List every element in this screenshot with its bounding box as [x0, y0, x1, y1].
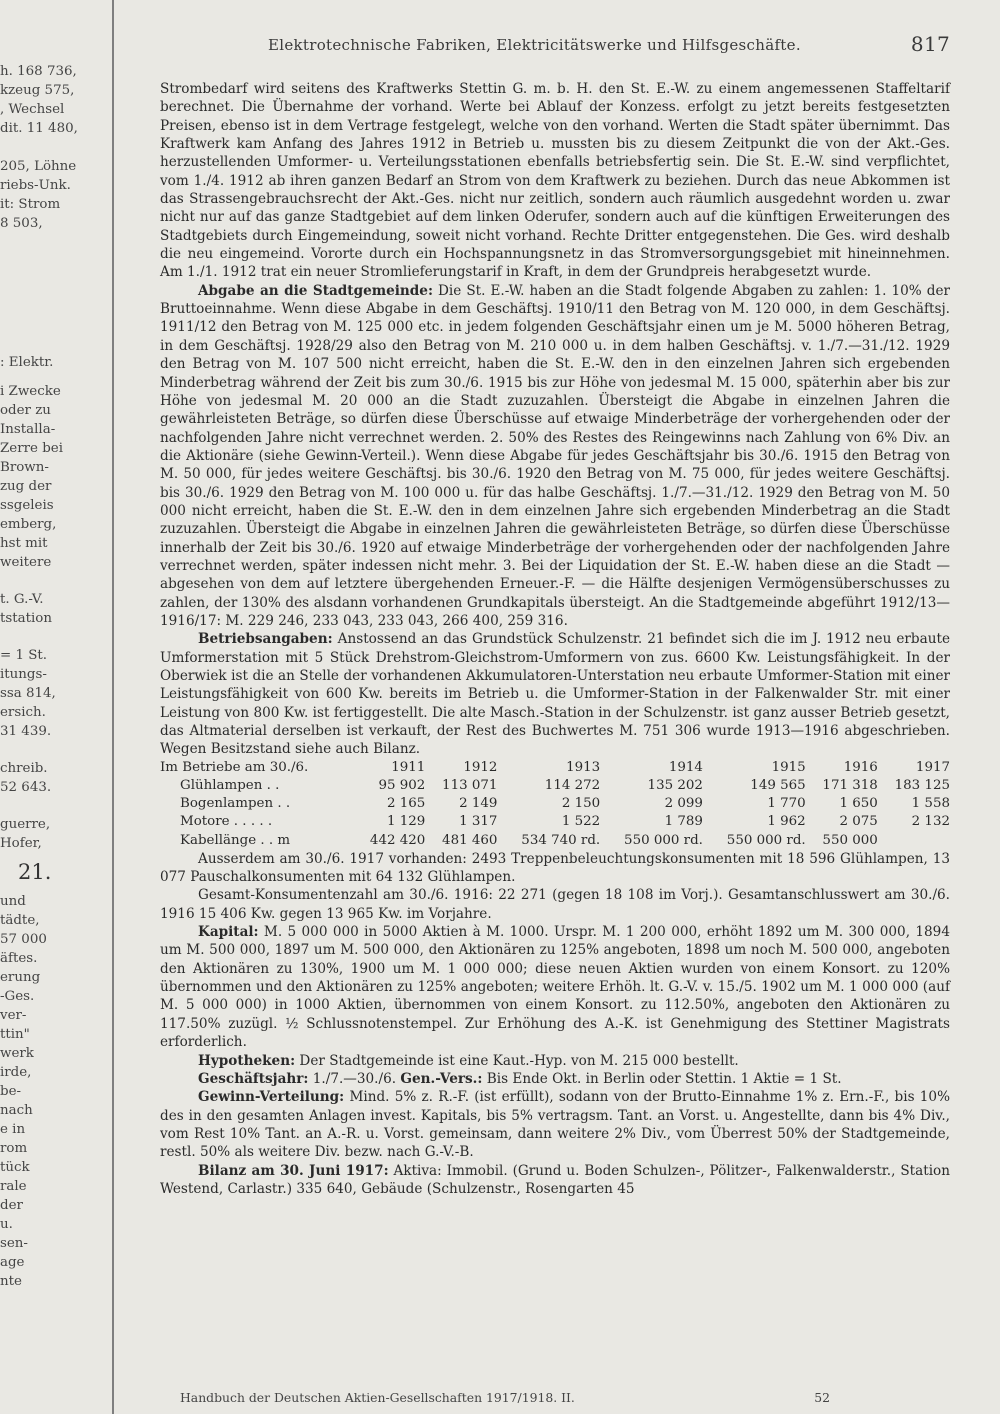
- subheading-geschaeftsjahr: Geschäftsjahr:: [198, 1070, 309, 1087]
- row-label-cell: Glühlampen . .: [180, 777, 280, 793]
- table-row: [160, 832, 950, 850]
- value-cell: 1 317: [459, 814, 498, 830]
- fragment-line: tädte,: [0, 913, 40, 928]
- value-cell: 1916: [843, 759, 878, 775]
- fragment-line: und: [0, 894, 26, 909]
- fragment-line: ssgeleis: [0, 498, 54, 513]
- page-number: 817: [910, 32, 950, 56]
- paragraph-gewinn-verteilung: [160, 1088, 950, 1161]
- text-abgabe: Die St. E.-W. haben an die Stadt folgende Abgaben zu zahlen: 1. 10% der Bruttoeinnahme. Wenn diese Abgabe in dem Geschäftsj. 1910/11 den Betrag von M. 120 000, in dem Geschäftsj. 1911/12 den Betrag von M. 125 000 etc. in jedem folgenden Geschäftsjahr einen um je M. 5000 höheren Betrag, in dem Geschäftsj. 1928/29 also den Betrag von M. 210 000 u. in dem halben Geschäftsj. v. 1./7.—31./12. 1929 den Betrag von M. 107 500 nicht erreicht, haben die St. E.-W. den in den einzelnen Jahren sich ergebenden Minderbetrag während der Zeit bis zum 30./6. 1915 bis zur Höhe von jedesmal M. 15 000, späterhin aber bis zur Höhe von jedesmal M. 20 000 an die Stadt zuzuzahlen. Übersteigt die Abgabe in einzelnen Jahren die gewährleisteten Beträge, so dürfen diese Überschüsse auf etwaige Minderbeträge der vorhergehenden oder der nachfolgenden Jahre nicht verrechnet werden. 2. 50% des Restes des Reingewinns nach Zahlung von 6% Div. an die Aktionäre (siehe Gewinn-Verteil.). Wenn diese Abgabe für jedes Geschäftsjahr bis 30./6. 1915 den Betrag von M. 50 000, für jedes weitere Geschäftsj. bis 30./6. 1920 den Betrag von M. 75 000, für jedes weitere Geschäftsj. bis 30./6. 1929 den Betrag von M. 100 000 u. für das halbe Geschäftsj. 1./7.—31./12. 1929 den Betrag von M. 50 000 nicht erreicht, haben die St. E.-W. den in dem einzelnen Jahre sich ergebenden Minderbetrag an die Stadt zuzuzahlen. Übersteigt die Abgabe in einzelnen Jahren die gewährleisteten Beträge, so dürfen diese Überschüsse innerhalb der Zeit bis 30./6. 1920 auf etwaige Minderbeträge der vorhergehenden oder der nachfolgenden Jahre verrechnet werden, später indessen nicht mehr. 3. Bei der Liquidation der St. E.-W. haben diese an die Stadt — abgesehen von dem auf letztere übergehenden Erneuer.-F. — die Hälfte desjenigen Vermögensüberschusses zu zahlen, der 130% des alsdann vorhandenen Grundkapitals übersteigt. An die Stadtgemeinde abgeführt 1912/13—1916/17: M. 229 246, 233 043, 233 043, 266 400, 259 316.: [160, 282, 951, 629]
- left-fragment-bottom: [0, 892, 108, 1291]
- value-cell: 550 000: [822, 832, 878, 848]
- operations-table: [160, 759, 950, 850]
- subheading-kapital: Kapital:: [198, 924, 259, 941]
- value-cell: 171 318: [822, 777, 878, 793]
- paragraph-ausserdem: Ausserdem am 30./6. 1917 vorhanden: 2493 Treppenbeleuchtungskonsumenten mit 18 596 Glühlampen, 13 077 Pauschalkonsumenten mit 64 132 Glühlampen.: [160, 850, 950, 886]
- text-gewinn-verteilung: Mind. 5% z. R.-F. (ist erfüllt), sodann von der Brutto-Einnahme 1% z. Ern.-F., bis 10% des in den gesamten Anlagen invest. Kapitals, bis 5% vertragsm. Tant. an Vorst. u. Angestellte, dann bis 4% Div., vom Rest 10% Tant. an A.-R. u. Vorst. gemeinsam, dann weitere 2% Div., vom Überrest 50% der Stadtgemeinde, restl. 50% als weitere Div. bezw. nach G.-V.-B.: [160, 1089, 950, 1161]
- paragraph-hypotheken: [160, 1052, 950, 1070]
- value-cell: 95 902: [378, 777, 426, 793]
- value-cell: 1911: [391, 759, 426, 775]
- left-page-fragment: [0, 62, 108, 1291]
- row-label-cell: Bogenlampen . .: [180, 796, 291, 812]
- value-cell: 550 000 rd.: [726, 832, 806, 848]
- value-cell: 114 272: [544, 777, 601, 793]
- text-kapital: M. 5 000 000 in 5000 Aktien à M. 1000. Urspr. M. 1 200 000, erhöht 1892 um M. 300 000, 1894 um M. 500 000, 1897 um M. 500 000, den Aktionären zu 125% angeboten, 1898 um noch M. 500 000, angeboten den Aktionären zu 130%, 1900 um M. 1 000 000; diese neuen Aktien wurden von einem Konsort. zu 120% übernommen und den Aktionären zu 125% angeboten; weitere Erhöh. lt. G.-V. v. 15./5. 1902 um M. 1 000 000 (auf M. 5 000 000) in 1000 Aktien, übernommen von einem Konsort. zu 112.50%, angeboten den Aktionären zu 117.50% zuzügl. ½ Schlussnotenstempel. Zur Erhöhung des A.-K. ist Genehmigung des Stettiner Magistrats erforderlich.: [160, 924, 950, 1051]
- fragment-line: rale: [0, 1179, 27, 1194]
- subheading-hypotheken: Hypotheken:: [198, 1052, 296, 1069]
- paragraph-kapital: [160, 923, 950, 1051]
- fragment-line: oder zu: [0, 403, 51, 418]
- text-geschaeftsjahr: 1./7.—30./6.: [308, 1070, 401, 1087]
- value-cell: 1917: [915, 759, 950, 775]
- fragment-line: sen-: [0, 1236, 28, 1251]
- value-cell: 1 558: [911, 796, 950, 812]
- header-title: Elektrotechnische Fabriken, Elektricitätswerke und Hilfsgeschäfte.: [268, 36, 801, 54]
- left-fragment-mid4: [0, 646, 108, 741]
- subheading-bilanz: Bilanz am 30. Juni 1917:: [198, 1162, 389, 1179]
- fragment-line: itungs-: [0, 667, 47, 682]
- value-cell: 149 565: [750, 777, 806, 793]
- fragment-line: Installa-: [0, 422, 56, 437]
- fragment-line: ttin": [0, 1027, 30, 1042]
- fragment-line: riebs-Unk.: [0, 178, 71, 193]
- subheading-betriebsangaben: Betriebsangaben:: [198, 631, 333, 648]
- value-cell: 183 125: [894, 777, 950, 793]
- fragment-line: Zerre bei: [0, 441, 63, 456]
- left-fragment-top: [0, 62, 108, 233]
- fragment-line: erung: [0, 970, 41, 985]
- subheading-gewinn-verteilung: Gewinn-Verteilung:: [198, 1089, 345, 1106]
- value-cell: 1 522: [561, 814, 601, 830]
- paragraph-bilanz: [160, 1162, 950, 1199]
- paragraph-konsumenten: Gesamt-Konsumentenzahl am 30./6. 1916: 22 271 (gegen 18 108 im Vorj.). Gesamtanschlusswert am 30./6. 1916 15 406 Kw. gegen 13 965 Kw. im Vorjahre.: [160, 887, 950, 922]
- text-gen-vers: Bis Ende Okt. in Berlin oder Stettin. 1 Aktie = 1 St.: [482, 1070, 842, 1087]
- value-cell: 1912: [463, 759, 498, 775]
- footer-book-title: Handbuch der Deutschen Aktien-Gesellschaften 1917/1918. II.: [180, 1390, 575, 1405]
- row-label-cell: Kabellänge . . m: [180, 832, 291, 848]
- subheading-abgabe: Abgabe an die Stadtgemeinde:: [198, 282, 433, 299]
- running-header: [160, 32, 950, 58]
- fragment-line: Brown-: [0, 460, 49, 475]
- left-fragment-mid2: [0, 382, 108, 572]
- value-cell: 550 000 rd.: [624, 832, 703, 848]
- footer-signature: 52: [814, 1390, 830, 1405]
- fragment-line: , Wechsel: [0, 102, 65, 117]
- value-cell: 1 962: [767, 814, 806, 830]
- fragment-line: h. 168 736,: [0, 64, 77, 79]
- fragment-line: Hofer,: [0, 836, 42, 851]
- fragment-line: chreib.: [0, 761, 48, 776]
- fragment-line: [0, 138, 108, 157]
- fragment-line: dit. 11 480,: [0, 121, 78, 136]
- row-label-cell: Im Betriebe am 30./6.: [160, 759, 309, 775]
- fragment-line: irde,: [0, 1065, 32, 1080]
- fragment-line: weitere: [0, 555, 52, 570]
- row-label-cell: Motore . . . . .: [180, 814, 273, 830]
- fragment-line: kzeug 575,: [0, 83, 75, 98]
- fragment-line: = 1 St.: [0, 648, 48, 663]
- fragment-line: 205, Löhne: [0, 159, 77, 174]
- fragment-line: ersich.: [0, 705, 46, 720]
- value-cell: 1 129: [386, 814, 426, 830]
- fragment-line: t. G.-V.: [0, 592, 44, 607]
- text-bilanz: Aktiva: Immobil. (Grund u. Boden Schulzen-, Pölitzer-, Falkenwalderstr., Station Westend, Carlastr.) 335 640, Gebäude (Schulzenstr., Rosengarten 45: [160, 1162, 950, 1197]
- value-cell: 135 202: [647, 777, 703, 793]
- value-cell: 1913: [566, 759, 601, 775]
- fragment-line: 52 643.: [0, 780, 52, 795]
- table-header-row: [160, 759, 950, 777]
- fragment-line: nte: [0, 1274, 22, 1289]
- text-hypotheken: Der Stadtgemeinde ist eine Kaut.-Hyp. von M. 215 000 bestellt.: [295, 1052, 739, 1069]
- value-cell: 481 460: [442, 832, 498, 848]
- subheading-gen-vers: Gen.-Vers.:: [400, 1070, 483, 1087]
- value-cell: 2 149: [459, 796, 498, 812]
- value-cell: 2 165: [386, 796, 426, 812]
- fragment-line: 31 439.: [0, 724, 52, 739]
- fragment-line: ssa 814,: [0, 686, 56, 701]
- fragment-line: der: [0, 1198, 23, 1213]
- table-row: [160, 813, 950, 831]
- value-cell: 1 789: [664, 814, 703, 830]
- value-cell: 1914: [668, 759, 703, 775]
- paragraph-strombedarf: Strombedarf wird seitens des Kraftwerks Stettin G. m. b. H. den St. E.-W. zu einem angemessenen Staffeltarif berechnet. Die Übernahme der vorhand. Werte bei Ablauf der Konzess. erfolgt zu jetzt bereits festgesetzten Preisen, ebenso ist in dem Vertrage festgelegt, welche von den vorhand. Werten die Stadt später übernimmt. Das Kraftwerk kam Anfang des Jahres 1912 in Betrieb u. mussten bis zu diesem Zeitpunkt die von der Akt.-Ges. herzustellenden Umformer- u. Verteilungsstationen ebenfalls betriebsfertig sein. Die St. E.-W. sind verpflichtet, vom 1./4. 1912 ab ihren ganzen Bedarf an Strom von dem Kraftwerk zu beziehen. Durch das neue Abkommen ist das Strassengebrauchsrecht der Akt.-Ges. nicht nur zeitlich, sondern auch räumlich ausgedehnt worden u. zwar nicht nur auf das ganze Stadtgebiet auf dem linken Oderufer, sondern auch auf die künftigen Erweiterungen des Stadtgebiets durch Eingemeindung, soweit nicht vorhand. Rechte Dritter entgegenstehen. Die Ges. wird deshalb die neu eingemeind. Vororte durch ein Hochspannungsnetz in das Stromversorgungsgebiet mit hineinnehmen. Am 1./1. 1912 trat ein neuer Stromlieferungstarif in Kraft, in dem der Grundpreis herabgesetzt wurde.: [160, 81, 950, 281]
- left-fragment-mid1: [0, 353, 108, 372]
- paragraph-abgabe: [160, 282, 950, 631]
- fragment-line: rom: [0, 1141, 28, 1156]
- fragment-line: 57 000: [0, 932, 47, 947]
- fragment-line: nach: [0, 1103, 33, 1118]
- fragment-line: be-: [0, 1084, 22, 1099]
- fragment-line: ver-: [0, 1008, 27, 1023]
- value-cell: 2 075: [839, 814, 878, 830]
- fragment-line: : Elektr.: [0, 355, 54, 370]
- fragment-line: tück: [0, 1160, 30, 1175]
- value-cell: 534 740 rd.: [521, 832, 601, 848]
- value-cell: [878, 832, 950, 850]
- left-fragment-mid5: [0, 759, 108, 797]
- table-row: [160, 777, 950, 795]
- fragment-line: e in: [0, 1122, 26, 1137]
- paragraph-geschaeftsjahr: [160, 1070, 950, 1088]
- value-cell: 113 071: [442, 777, 498, 793]
- value-cell: 2 099: [664, 796, 703, 812]
- fragment-line: 8 503,: [0, 216, 43, 231]
- page-gutter-divider: [112, 0, 114, 1414]
- fragment-line: werk: [0, 1046, 34, 1061]
- fragment-line: it: Strom: [0, 197, 61, 212]
- table-row: [160, 795, 950, 813]
- value-cell: 442 420: [369, 832, 426, 848]
- text-betriebsangaben: Anstossend an das Grundstück Schulzenstr. 21 befindet sich die im J. 1912 neu erbaute Umformerstation mit 5 Stück Drehstrom-Gleichstrom-Umformern von zus. 6600 Kw. Leistungsfähigkeit. In der Oberwiek ist die an Stelle der vorhandenen Akkumulatoren-Unterstation neu erbaute Umformer-Station mit einer Leistungsfähigkeit von 600 Kw. bereits im Betrieb u. die Umformer-Station in der Falkenwalder Str. mit einer Leistung von 800 Kw. ist fertiggestellt. Die alte Masch.-Station in der Schulzenstr. ist ganz ausser Betrieb gesetzt, das Altmaterial derselben ist verkauft, der Rest des Buchwertes M. 751 306 wurde 1913—1916 abgeschrieben. Wegen Besitzstand siehe auch Bilanz.: [160, 631, 950, 758]
- fragment-line: äftes.: [0, 951, 38, 966]
- main-text-column: [160, 80, 950, 1198]
- left-fragment-mid6: [0, 815, 108, 853]
- fragment-line: u.: [0, 1217, 13, 1232]
- value-cell: 1 770: [767, 796, 806, 812]
- value-cell: 2 150: [561, 796, 601, 812]
- left-fragment-mid3: [0, 590, 108, 628]
- fragment-line: -Ges.: [0, 989, 35, 1004]
- fragment-line: tstation: [0, 611, 52, 626]
- fragment-line: hst mit: [0, 536, 48, 551]
- fragment-line: age: [0, 1255, 25, 1270]
- margin-section-number: 21.: [18, 860, 52, 884]
- fragment-line: zug der: [0, 479, 52, 494]
- value-cell: 2 132: [911, 814, 950, 830]
- fragment-line: i Zwecke: [0, 384, 61, 399]
- fragment-line: guerre,: [0, 817, 51, 832]
- value-cell: 1 650: [839, 796, 878, 812]
- paragraph-betriebsangaben: [160, 630, 950, 758]
- value-cell: 1915: [771, 759, 806, 775]
- fragment-line: emberg,: [0, 517, 57, 532]
